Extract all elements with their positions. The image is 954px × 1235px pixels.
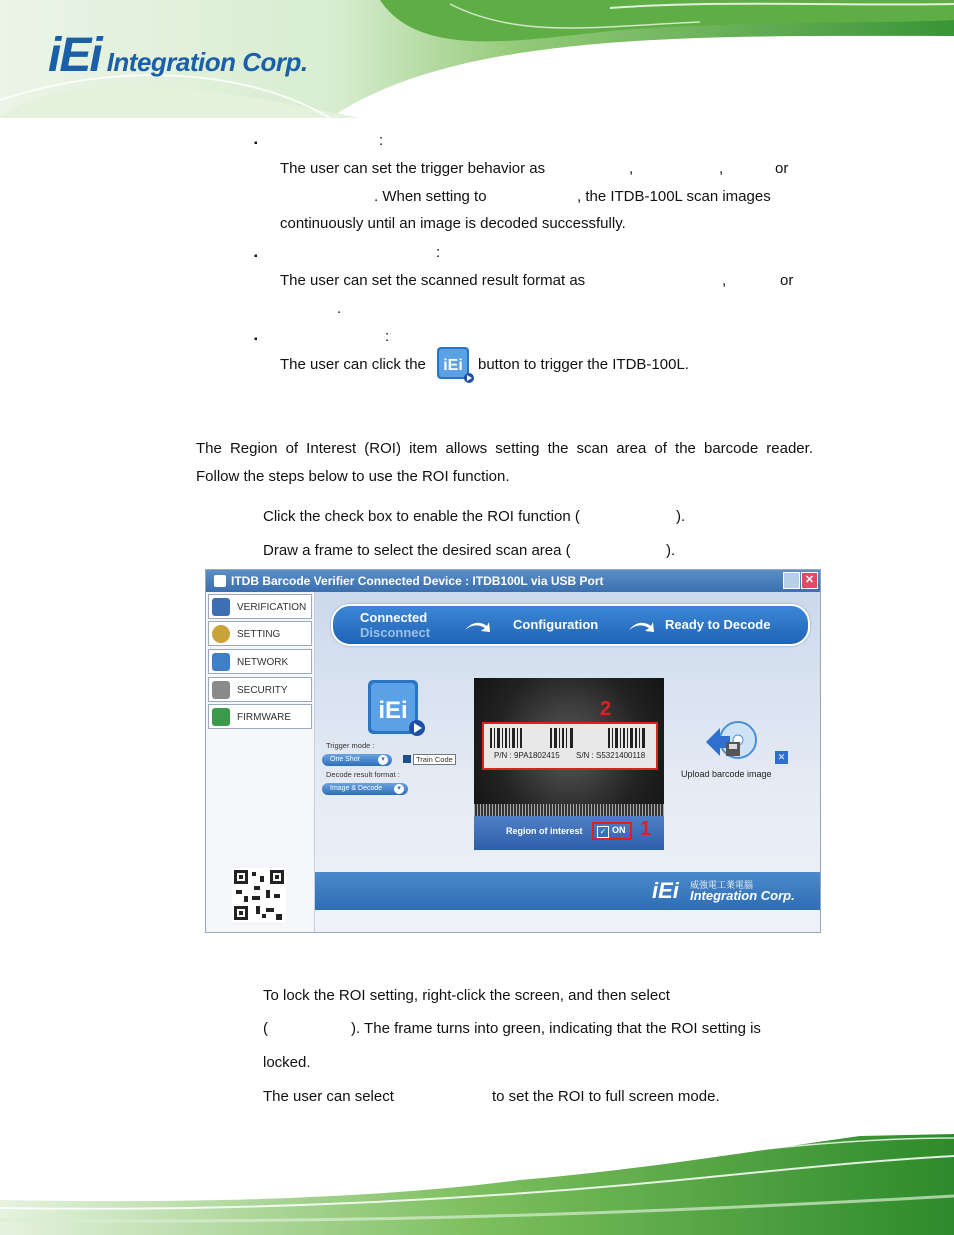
train-code-checkbox[interactable] (403, 755, 411, 763)
close-button[interactable]: ✕ (801, 572, 818, 589)
separator: , (719, 160, 724, 177)
step-disconnect[interactable]: Disconnect (360, 625, 431, 640)
marker-2: 2 (600, 698, 612, 720)
iei-trigger-icon (366, 678, 426, 738)
chip-icon (212, 708, 230, 726)
footer-decoration (0, 1120, 954, 1235)
sidebar-item-label: FIRMWARE (237, 712, 292, 723)
decode-format-select[interactable] (322, 783, 408, 795)
footer-logo-text: Integration Corp. (690, 888, 795, 903)
app-icon (214, 575, 226, 587)
decode-format-label: Decode result format : (326, 770, 400, 779)
roi-toggle-text: ON (612, 825, 626, 835)
sidebar-item-label: SETTING (237, 629, 281, 640)
trigger-button-icon (436, 346, 474, 384)
app-titlebar (206, 570, 820, 592)
sidebar-item-network[interactable] (208, 649, 312, 674)
chevron-down-icon: ▾ (378, 755, 388, 765)
barcode-pn: P/N : 9PA1802415 (494, 751, 560, 760)
body-text: button to trigger the ITDB-100L. (478, 356, 689, 373)
logo-text: Integration Corp. (106, 47, 308, 77)
connection-progress (331, 604, 810, 646)
gear-icon (212, 625, 230, 643)
app-sidebar (206, 592, 315, 932)
chevron-down-icon: ▾ (394, 784, 404, 794)
roi-toolbar (474, 816, 664, 850)
separator: , (629, 160, 634, 177)
lock-icon (212, 681, 230, 699)
marker-1: 1 (640, 818, 652, 840)
step-configuration: Configuration (513, 617, 599, 632)
qr-code (232, 868, 286, 922)
step2-text: Draw a frame to select the desired scan area ( (263, 542, 571, 559)
verification-icon (212, 598, 230, 616)
app-screenshot (205, 569, 821, 933)
network-icon (212, 653, 230, 671)
svg-text:iEi: iEi (378, 697, 408, 724)
body-text: continuously until an image is decoded successfully. (280, 215, 626, 232)
app-footer (315, 872, 820, 910)
header-logo (48, 28, 308, 83)
body-text: . (337, 300, 342, 317)
roi-toggle[interactable] (592, 822, 632, 840)
barcode-strip (474, 804, 664, 816)
logo-mark: iEi (48, 29, 101, 82)
separator: , (722, 272, 727, 289)
barcode-sn: S/N : S5321400118 (576, 751, 646, 760)
sidebar-item-verification[interactable] (208, 594, 312, 619)
bullet: ▪ (254, 138, 258, 149)
lock-line2-start: ( (263, 1020, 268, 1037)
lock-line1: To lock the ROI setting, right-click the screen, and then select (263, 987, 670, 1004)
tools-icon[interactable]: ✕ (775, 751, 788, 764)
bullet: ▪ (254, 251, 258, 262)
roi-paragraph-line1: The Region of Interest (ROI) item allows setting the scan area of the barcode reader. (196, 440, 813, 457)
heading-colon: : (385, 328, 390, 345)
sidebar-item-security[interactable] (208, 677, 312, 702)
body-text: The user can set the trigger behavior as (280, 160, 546, 177)
page-header (0, 0, 954, 118)
step2-text-end: ). (666, 542, 676, 559)
barcode-image (484, 724, 656, 752)
arrow-icon (463, 616, 491, 634)
train-code-label: Train Code (413, 754, 456, 765)
decode-format-value: Image & Decode (330, 785, 383, 792)
trigger-mode-select[interactable] (322, 754, 392, 766)
app-title: ITDB Barcode Verifier Connected Device : ITDB100L via USB Port (231, 574, 604, 588)
step1-text: Click the check box to enable the ROI function ( (263, 508, 580, 525)
body-text: or (775, 160, 789, 177)
upload-label: Upload barcode image (681, 769, 772, 779)
upload-image-button[interactable] (702, 720, 766, 764)
bullet: ▪ (254, 334, 258, 345)
footer-logo-mark: iEi (652, 878, 679, 903)
step1-text-end: ). (676, 508, 686, 525)
step-connected: Connected (360, 610, 428, 625)
step-ready: Ready to Decode (665, 617, 771, 632)
body-text: , the ITDB-100L scan images (577, 188, 771, 205)
body-text: The user can click the (280, 356, 426, 373)
heading-colon: : (436, 244, 441, 261)
sidebar-item-firmware[interactable] (208, 704, 312, 729)
body-text: . When setting to (374, 188, 487, 205)
body-text: or (780, 272, 794, 289)
upload-disc-icon (702, 720, 766, 764)
roi-label: Region of interest (506, 826, 583, 836)
sidebar-item-label: SECURITY (237, 685, 288, 696)
trigger-mode-value: One Shot (330, 756, 360, 763)
heading-colon: : (379, 132, 384, 149)
page-footer (0, 1120, 954, 1235)
sidebar-item-setting[interactable] (208, 621, 312, 646)
roi-paragraph-line2: Follow the steps below to use the ROI function. (196, 468, 510, 485)
sidebar-item-label: NETWORK (237, 657, 289, 668)
minimize-button[interactable] (783, 572, 800, 589)
lock-line3: locked. (263, 1054, 311, 1071)
trigger-mode-label: Trigger mode : (326, 741, 375, 750)
roi-frame[interactable] (482, 722, 658, 770)
lock-line4-end: to set the ROI to full screen mode. (492, 1088, 720, 1105)
sidebar-item-label: VERIFICATION (237, 602, 307, 613)
body-text: The user can set the scanned result format as (280, 272, 586, 289)
footer-logo-cn: 威強電工業電腦 (690, 880, 754, 890)
trigger-button[interactable] (366, 678, 426, 738)
lock-line4-start: The user can select (263, 1088, 394, 1105)
lock-line2: ). The frame turns into green, indicating that the ROI setting is (351, 1020, 761, 1037)
arrow-icon (627, 616, 655, 634)
checkbox-icon: ✓ (597, 826, 609, 838)
svg-text:iEi: iEi (443, 357, 463, 374)
